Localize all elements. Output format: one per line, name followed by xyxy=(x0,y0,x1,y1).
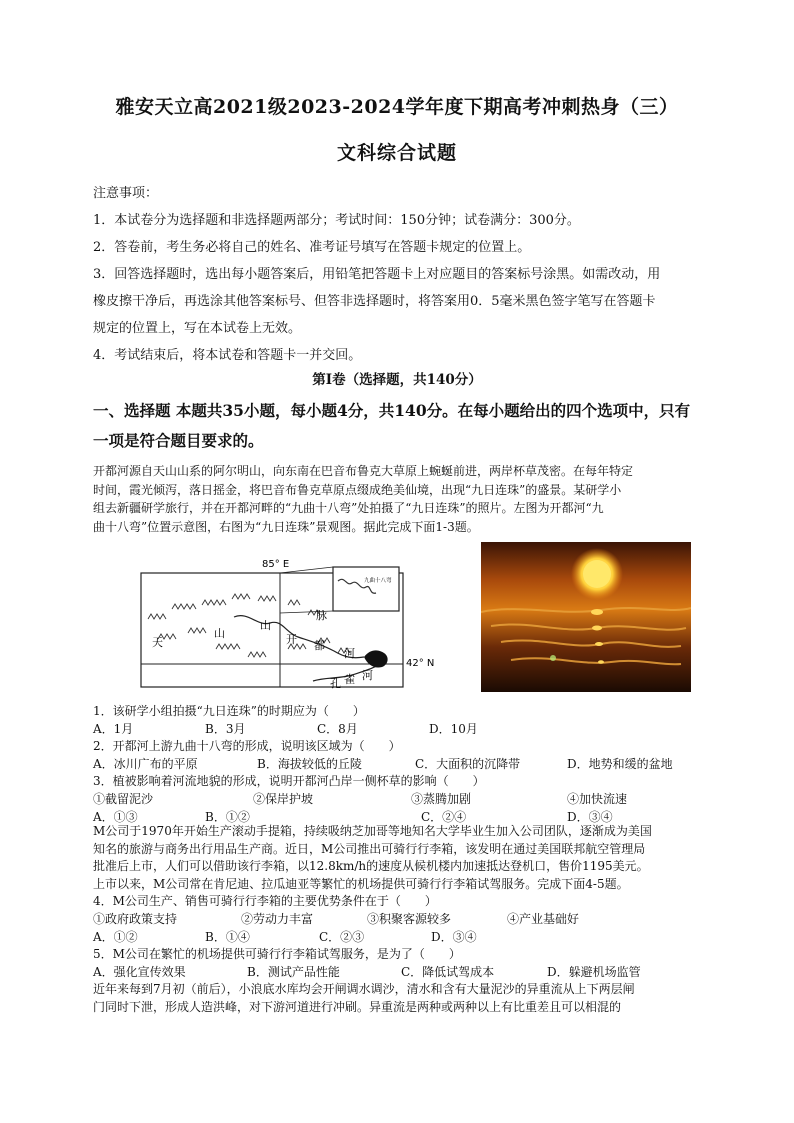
notes-item: 规定的位置上，写在本试卷上无效。 xyxy=(93,321,302,336)
statement-item: ③蒸腾加剧 xyxy=(411,791,472,806)
option-a[interactable]: A．①③ xyxy=(93,809,138,824)
section-heading-line: 一、选择题 本题共35小题，每小题4分，共140分。在每小题给出的四个选项中，只有 xyxy=(93,401,691,420)
kaidu-river-location-map xyxy=(138,553,440,689)
option-b[interactable]: B．①④ xyxy=(205,929,250,944)
map-char-shan: 山 xyxy=(214,627,225,640)
passage-line: 知名的旅游与商务出行用品生产商。近日，M公司推出可骑行行李箱，该发明在通过美国联邦航空管理局 xyxy=(93,841,646,856)
notes-item: 2．答卷前，考生务必将自己的姓名、准考证号填写在答题卡规定的位置上。 xyxy=(93,240,531,255)
question-items xyxy=(93,791,705,809)
notes-heading: 注意事项： xyxy=(93,186,159,201)
passage-line: 曲十八弯”位置示意图，右图为“九日连珠”景观图。据此完成下面1-3题。 xyxy=(93,519,479,534)
option-c[interactable]: C．②③ xyxy=(319,929,365,944)
option-a[interactable]: A．1月 xyxy=(93,721,134,736)
option-a[interactable]: A．强化宣传效果 xyxy=(93,964,186,979)
question-stem: 2．开都河上游九曲十八弯的形成，说明该区域为（ ） xyxy=(93,739,401,754)
question-stem: 4．M公司生产、销售可骑行行李箱的主要优势条件在于（ ） xyxy=(93,894,437,909)
question-options xyxy=(93,929,705,947)
option-a[interactable]: A．①② xyxy=(93,929,138,944)
map-char-kai: 开 xyxy=(286,633,297,646)
statement-item: ①政府政策支持 xyxy=(93,911,178,926)
option-c[interactable]: C．大面积的沉降带 xyxy=(415,756,521,771)
part-title: 第Ⅰ卷（选择题，共140分） xyxy=(312,372,482,388)
option-c[interactable]: C．8月 xyxy=(317,721,358,736)
passage-line: 时间，霞光倾泻，落日摇金，将巴音布鲁克草原点缀成绝美仙境，出现“九日连珠”的盛景。某研学小 xyxy=(93,482,622,497)
statement-item: ①截留泥沙 xyxy=(93,791,154,806)
option-b[interactable]: B．①② xyxy=(205,809,250,824)
question-stem: 3．植被影响着河流地貌的形成，说明开都河凸岸一侧杯草的影响（ ） xyxy=(93,774,485,789)
option-c[interactable]: C．降低试驾成本 xyxy=(401,964,495,979)
map-char-shan: 山 xyxy=(260,619,271,632)
nine-suns-landscape-photo xyxy=(481,542,691,692)
question-stem: 5．M公司在繁忙的机场提供可骑行行李箱试驾服务，是为了（ ） xyxy=(93,947,461,962)
notes-item: 4．考试结束后，将本试卷和答题卡一并交回。 xyxy=(93,348,362,363)
notes-item: 1．本试卷分为选择题和非选择题两部分；考试时间：150分钟；试卷满分：300分。 xyxy=(93,213,580,228)
passage-line: M公司于1970年开始生产滚动手提箱，持续吸纳芝加哥等地知名大学毕业生加入公司团队，逐渐成为美国 xyxy=(93,824,652,838)
passage-kaidu-river xyxy=(93,462,705,536)
passage-line: 近年来每到7月初（前后），小浪底水库均会开闸调水调沙，清水和含有大量泥沙的异重流从上下两层闸 xyxy=(93,982,635,997)
notes-item: 3．回答选择题时，选出每小题答案后，用铅笔把答题卡上对应题目的答案标号涂黑。如需改动，用 xyxy=(93,267,661,282)
statement-item: ②劳动力丰富 xyxy=(241,911,314,926)
map-char-que: 雀 xyxy=(344,673,355,686)
question-options xyxy=(93,721,705,739)
option-b[interactable]: B．测试产品性能 xyxy=(247,964,340,979)
inset-label: 九曲十八弯 xyxy=(364,578,392,584)
map-char-he: 河 xyxy=(344,647,355,660)
map-char-he: 河 xyxy=(362,669,373,682)
option-d[interactable]: D．地势和缓的盆地 xyxy=(567,756,673,771)
passage-line: 开都河源自天山山系的阿尔明山，向东南在巴音布鲁克大草原上蜿蜒前进，两岸杯草茂密。在每年特定 xyxy=(93,464,634,478)
exam-subtitle: 文科综合试题 xyxy=(336,142,457,164)
option-d[interactable]: D．10月 xyxy=(429,721,478,736)
map-char-kong: 孔 xyxy=(330,677,341,689)
passage-line: 上市以来，M公司常在肯尼迪、拉瓜迪亚等繁忙的机场提供可骑行行李箱试驾服务。完成下面4-5题。 xyxy=(93,876,629,891)
exam-notes xyxy=(93,180,705,369)
statement-item: ③积聚客源较多 xyxy=(367,911,452,926)
map-char-tian: 天 xyxy=(152,636,163,649)
passage-line: 批准后上市，人们可以借助该行李箱，以12.8km/h的速度从候机楼内加速抵达登机口，售价1195美元。 xyxy=(93,859,649,874)
statement-item: ④加快流速 xyxy=(567,791,628,806)
statement-item: ②保岸护坡 xyxy=(253,791,314,806)
option-a[interactable]: A．冰川广布的平原 xyxy=(93,756,198,771)
notes-item: 橡皮擦干净后，再选涂其他答案标号、但答非选择题时，将答案用0．5毫米黑色签字笔写在答题卡 xyxy=(93,294,656,309)
statement-item: ④产业基础好 xyxy=(507,911,580,926)
option-b[interactable]: B．海拔较低的丘陵 xyxy=(257,756,362,771)
questions-4-5 xyxy=(93,823,705,1017)
exam-title: 雅安天立高2021级2023-2024学年度下期高考冲刺热身（三） xyxy=(115,96,679,118)
questions-1-3 xyxy=(93,703,705,826)
section-heading xyxy=(93,396,705,456)
question-stem: 1．该研学小组拍摄“九日连珠”的时期应为（ ） xyxy=(93,704,365,718)
section-heading-line: 一项是符合题目要求的。 xyxy=(93,431,264,450)
map-char-du: 都 xyxy=(314,639,325,652)
option-d[interactable]: D．躲避机场监管 xyxy=(547,964,641,979)
option-d[interactable]: D．③④ xyxy=(567,809,613,824)
question-items xyxy=(93,911,705,929)
option-c[interactable]: C．②④ xyxy=(421,809,467,824)
question-options xyxy=(93,964,705,982)
passage-line: 门同时下泄，形成人造洪峰，对下游河道进行冲刷。异重流是两种或两种以上有比重差且可以相混的 xyxy=(93,999,622,1014)
longitude-label: 85° E xyxy=(262,559,290,570)
latitude-label: 42° N xyxy=(406,658,435,669)
map-inset xyxy=(333,567,399,611)
map-char-mai: 脉 xyxy=(316,609,327,622)
option-b[interactable]: B．3月 xyxy=(205,721,246,736)
option-d[interactable]: D．③④ xyxy=(431,929,477,944)
question-options xyxy=(93,756,705,774)
passage-line: 组去新疆研学旅行，并在开都河畔的“九曲十八弯”处拍摄了“九日连珠”的照片。左图为开都河“九 xyxy=(93,501,604,516)
